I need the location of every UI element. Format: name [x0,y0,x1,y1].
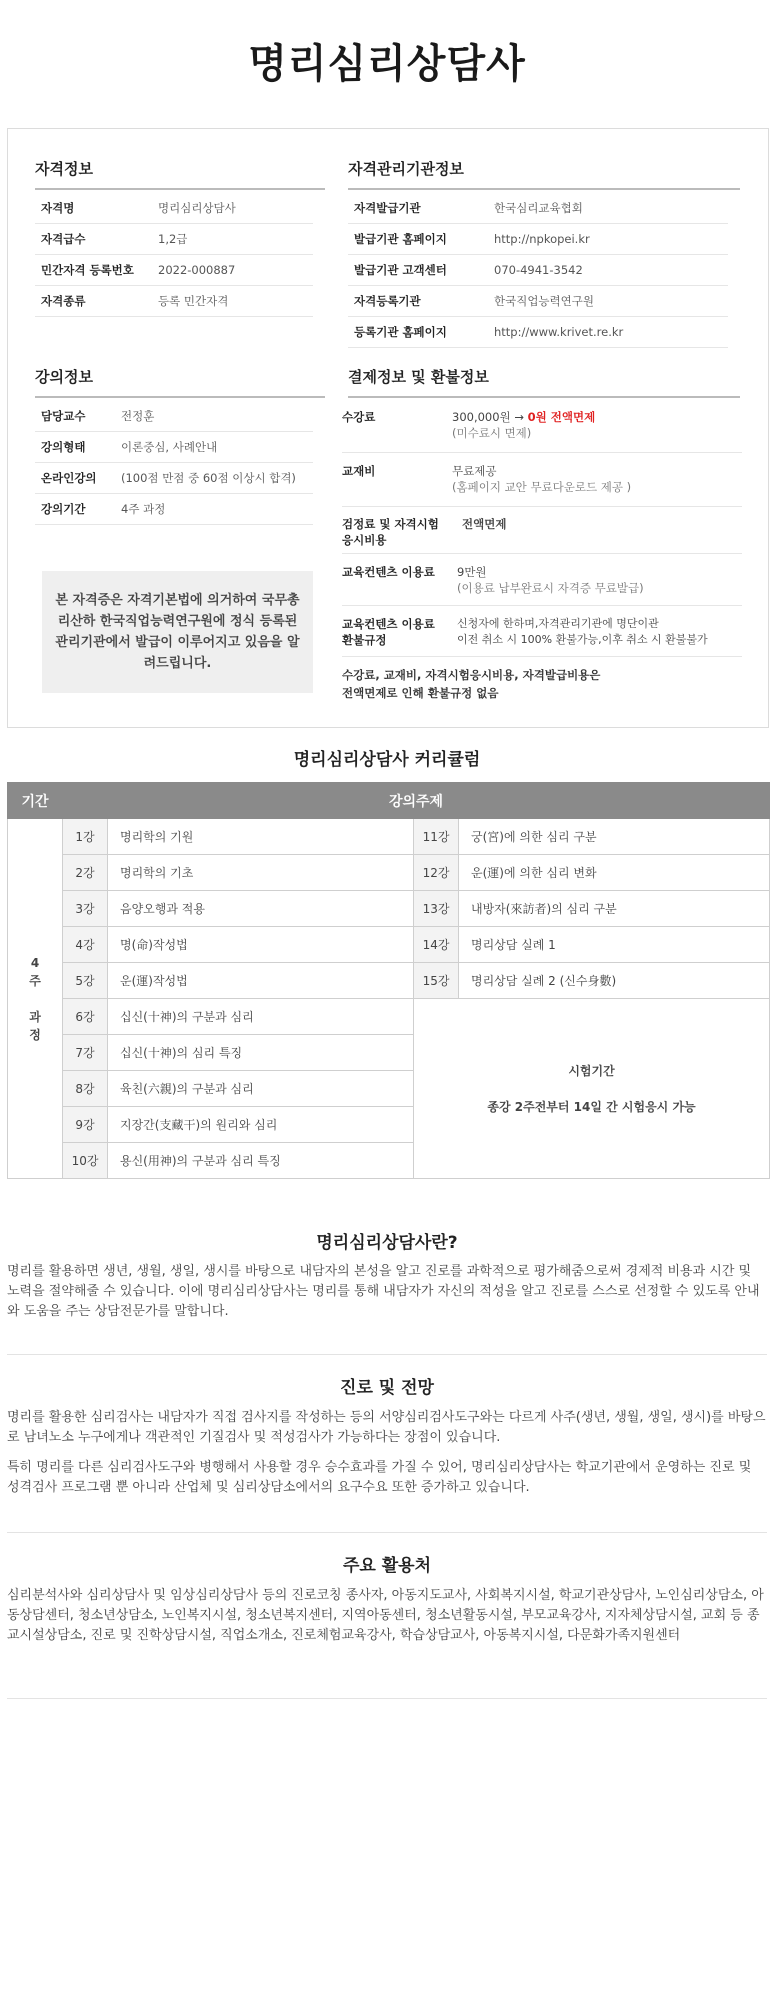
lecture-topic: 음양오행과 적용 [108,891,414,927]
lecture-number: 10강 [63,1143,108,1179]
exam-fee-row [342,512,742,554]
exam-fee-value: 전액면제 [462,517,507,531]
qual-row-value: 1,2급 [158,232,188,246]
fee-original: 300,000원 [452,410,511,424]
content-fee-row [342,560,742,606]
career-heading: 진로 및 전망 [340,1378,434,1398]
registry-homepage-link[interactable]: http://www.krivet.re.kr [494,325,624,339]
lecture-topic: 육친(六親)의 구분과 심리 [108,1071,414,1107]
col-period-header: 기간 [8,783,63,819]
org-row-value: 한국직업능력연구원 [494,294,594,308]
org-row-value: 한국심리교육협회 [494,201,583,215]
lecture-topic: 내방자(來訪者)의 심리 구분 [459,891,770,927]
lecture-topic: 명리학의 기초 [108,855,414,891]
qual-row-key: 민간자격 등록번호 [41,263,134,277]
exam-fee-label-line2: 응시비용 [342,533,387,547]
table-row [8,963,770,999]
content-fee-v: 9만원 [457,565,487,579]
refund-final-line1: 수강료, 교재비, 자격시험응시비용, 자격발급비용은 [342,668,601,682]
usage-heading: 주요 활용처 [342,1556,432,1576]
lecture-row-key: 강의기간 [41,502,86,516]
refund-final-line2: 전액면제로 인해 환불규정 없음 [342,686,499,700]
lecture-number: 4강 [63,927,108,963]
lecture-number: 13강 [414,891,459,927]
lecture-row-value: 전정훈 [121,409,155,423]
org-row-value: 070-4941-3542 [494,263,583,277]
material-sub: (홈페이지 교안 무료다운로드 제공 ) [452,480,632,494]
lecture-topic: 십신(十神)의 심리 특징 [108,1035,414,1071]
lecture-row [35,432,313,463]
lecture-topic: 명리학의 기원 [108,819,414,855]
lecture-number: 6강 [63,999,108,1035]
lecture-info-heading: 강의정보 [35,366,325,398]
qual-row [35,286,313,317]
refund-label-line2: 환불규정 [342,633,387,647]
table-row [8,927,770,963]
lecture-row-value: 4주 과정 [121,502,166,516]
lecture-number: 7강 [63,1035,108,1071]
qualification-info-box [7,128,769,728]
lecture-topic: 용신(用神)의 구분과 심리 특징 [108,1143,414,1179]
org-row-key: 발급기관 고객센터 [354,263,447,277]
about-text: 명리를 활용하면 생년, 생월, 생일, 생시를 바탕으로 내담자의 본성을 알고 진로를 과학적으로 평가해줌으로써 경제적 비용과 시간 및 노력을 절약해줄 수 있습니다. 이에 명리심리상담사는 명리를 통해 내담자가 자신의 적성을 알고 진로를 스스로 선정할 수 있도록 안내와 도움을 주는 상담전문가를 말합니다. [7,1264,760,1319]
lecture-number: 2강 [63,855,108,891]
fee-label: 수강료 [342,410,376,424]
material-row [342,459,742,507]
qual-info-heading: 자격정보 [35,158,325,190]
lecture-number: 1강 [63,819,108,855]
table-row [8,819,770,855]
lecture-number: 12강 [414,855,459,891]
lecture-row-key: 강의형태 [41,440,86,454]
fee-row [342,409,742,453]
material-value [452,463,631,495]
col-subject-header: 강의주제 [63,783,770,819]
refund-value [457,616,708,648]
qual-row [35,193,313,224]
qual-row-value: 명리심리상담사 [158,201,236,215]
lecture-number: 14강 [414,927,459,963]
lecture-topic: 명(命)작성법 [108,927,414,963]
refund-v1: 신청자에 한하며,자격관리기관에 명단이관 [457,617,659,630]
qual-row-value: 등록 민간자격 [158,294,229,308]
table-row [8,999,770,1035]
refund-label [342,616,452,648]
notice-box: 본 자격증은 자격기본법에 의거하여 국무총리산하 한국직업능력연구원에 정식 등록된 관리기관에서 발급이 이루어지고 있음을 알려드립니다. [42,571,313,693]
content-fee-label: 교육컨텐츠 이용료 [342,565,435,579]
exam-period-cell [414,999,770,1179]
lecture-topic: 운(運)작성법 [108,963,414,999]
org-row [348,224,728,255]
org-row-key: 자격등록기관 [354,294,421,308]
exam-fee-label-line1: 검정료 및 자격시험 [342,517,439,531]
period-cell [8,819,63,1179]
lecture-row-key: 담당교수 [41,409,86,423]
curriculum-table [7,782,770,1179]
section-divider [7,1532,767,1533]
material-label: 교재비 [342,464,376,478]
qual-row-key: 자격명 [41,201,75,215]
period-line: 과 [29,1009,41,1024]
lecture-row [35,401,313,432]
fee-final: 0원 전액면제 [527,410,596,424]
section-divider [7,1354,767,1355]
refund-row [342,612,742,657]
content-fee-sub: (이용료 납부완료시 자격증 무료발급) [457,581,644,595]
lecture-topic: 명리상담 실례 2 (신수身數) [459,963,770,999]
career-text-1: 명리를 활용한 심리검사는 내담자가 직접 검사지를 작성하는 등의 서양심리검사도구와는 다르게 사주(생년, 생월, 생일, 생시)를 바탕으로 남녀노소 누구에게나 객관적인 기질검사 및 적성검사가 가능하다는 장점이 있습니다. [7,1410,766,1445]
qual-row [35,224,313,255]
arrow-icon: → [514,410,524,424]
period-line: 4 [30,955,40,970]
page-title: 명리심리상담사 [248,41,526,87]
curriculum-title: 명리심리상담사 커리큘럼 [293,750,481,770]
org-homepage-link[interactable]: http://npkopei.kr [494,232,590,246]
period-line: 정 [29,1027,41,1042]
fee-value [452,409,595,441]
qual-row [35,255,313,286]
qual-row-key: 자격급수 [41,232,86,246]
org-row [348,255,728,286]
org-row-key: 발급기관 홈페이지 [354,232,447,246]
career-text-2: 특히 명리를 다른 심리검사도구와 병행해서 사용할 경우 승수효과를 가질 수 있어, 명리심리상담사는 학교기관에서 운영하는 진로 및 성격검사 프로그램 뿐 아니라 산업체 및 심리상담소에서의 요구수요 또한 증가하고 있습니다. [7,1460,752,1495]
lecture-topic: 지장간(支藏干)의 원리와 심리 [108,1107,414,1143]
table-row [8,891,770,927]
qual-row-key: 자격종류 [41,294,86,308]
lecture-topic: 운(運)에 의한 심리 변화 [459,855,770,891]
lecture-topic: 십신(十神)의 구분과 심리 [108,999,414,1035]
table-row [8,855,770,891]
about-heading: 명리심리상담사란? [316,1233,458,1253]
content-fee-value [457,564,644,596]
org-info-heading: 자격관리기관정보 [348,158,740,190]
section-divider [7,1698,767,1699]
lecture-number: 3강 [63,891,108,927]
exam-period-desc: 종강 2주전부터 14일 간 시험응시 가능 [487,1099,696,1114]
org-row [348,286,728,317]
payment-heading: 결제정보 및 환불정보 [348,366,740,398]
lecture-number: 8강 [63,1071,108,1107]
refund-v2: 이전 취소 시 100% 환불가능,이후 취소 시 환불불가 [457,633,708,646]
org-row [348,193,728,224]
lecture-number: 5강 [63,963,108,999]
lecture-topic: 궁(宮)에 의한 심리 구분 [459,819,770,855]
org-row-key: 등록기관 홈페이지 [354,325,447,339]
qual-row-value: 2022-000887 [158,263,236,277]
lecture-topic: 명리상담 실례 1 [459,927,770,963]
lecture-number: 9강 [63,1107,108,1143]
refund-final-note [342,666,600,702]
refund-label-line1: 교육컨텐츠 이용료 [342,617,435,631]
lecture-row [35,494,313,525]
exam-period-title: 시험기간 [568,1063,615,1078]
period-line: 주 [29,973,41,988]
usage-text: 심리분석사와 심리상담사 및 임상심리상담사 등의 진로코칭 종사자, 아동지도교사, 사회복지시설, 학교기관상담사, 노인심리상담소, 아동상담센터, 청소년상담소, 노인복지시설, 청소년복지센터, 지역아동센터, 청소년활동시설, 부모교육강사, 지자체상담시설, 교회 등 종교시설상담소, 진로 및 진학상담시설, 직업소개소, 진로체험교육강사, 학습상담교사, 아동복지시설, 다문화가족지원센터 [7,1588,764,1643]
lecture-row-value: 이론중심, 사례안내 [121,440,218,454]
lecture-row-key: 온라인강의 [41,471,97,485]
lecture-number: 11강 [414,819,459,855]
lecture-number: 15강 [414,963,459,999]
exam-fee-label [342,516,452,548]
lecture-row [35,463,313,494]
org-row-key: 자격발급기관 [354,201,421,215]
material-v: 무료제공 [452,464,497,478]
lecture-row-value: (100점 만점 중 60점 이상시 합격) [121,471,296,485]
org-row [348,317,728,348]
fee-sub: (미수료시 면제) [452,426,532,440]
